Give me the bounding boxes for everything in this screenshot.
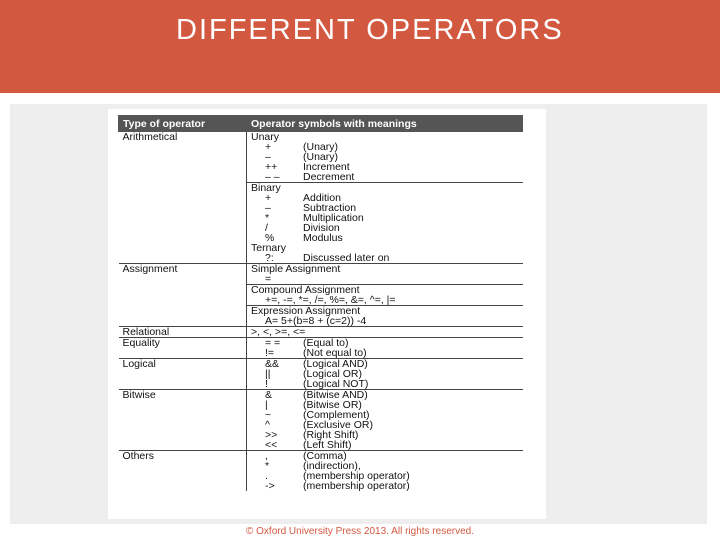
- header-symbols: Operator symbols with meanings: [247, 116, 523, 132]
- others-block: , (Comma) * (indirection), . (membership operator) -> (membership operator): [247, 451, 523, 492]
- compound-assignment: Compound Assignment +=, -=, *=, /=, %=, &=, ^=, |=: [247, 285, 523, 306]
- table-row: [119, 451, 523, 492]
- op-line: * Multiplication: [265, 212, 364, 224]
- category-bitwise: Bitwise: [119, 390, 247, 451]
- op-line: – Subtraction: [265, 202, 357, 214]
- op-line: + Addition: [265, 192, 341, 204]
- table-header-row: [119, 116, 523, 132]
- table-row: [119, 327, 523, 338]
- table-row: [119, 390, 523, 451]
- category-others: Others: [119, 451, 247, 492]
- op-line: ?: Discussed later on: [265, 252, 390, 264]
- ternary-block: [247, 243, 523, 264]
- title-banner: [0, 0, 720, 93]
- unary-block: [247, 132, 523, 183]
- table-row: [119, 359, 523, 390]
- table-row: [119, 338, 523, 359]
- relational-symbols: >, <, >=, <=: [247, 327, 523, 338]
- bitwise-block: & (Bitwise AND) | (Bitwise OR) ~ (Complement) ^ (Exclusive OR) >> (Right Shift) << (Left Shift): [247, 390, 523, 451]
- category-arithmetical: Arithmetical: [119, 132, 247, 264]
- copyright-notice: © Oxford University Press 2013. All rights reserved.: [245, 526, 474, 537]
- table-row: [119, 132, 523, 183]
- expression-assignment: Expression Assignment A= 5+(b=8 + (c=2)) -4: [247, 306, 523, 327]
- category-logical: Logical: [119, 359, 247, 390]
- equality-block: = = (Equal to) != (Not equal to): [247, 338, 523, 359]
- logical-block: && (Logical AND) || (Logical OR) ! (Logical NOT): [247, 359, 523, 390]
- op-line: – – Decrement: [265, 171, 355, 183]
- category-equality: Equality: [119, 338, 247, 359]
- operators-table: [118, 115, 523, 491]
- op-line: / Division: [265, 222, 340, 234]
- op-line: ++ Increment: [265, 161, 350, 173]
- header-type: Type of operator: [119, 116, 247, 132]
- unary-label: Unary: [251, 131, 280, 143]
- binary-block: [247, 183, 523, 244]
- ternary-label: Ternary: [251, 242, 287, 254]
- op-line: + (Unary): [265, 141, 339, 153]
- category-relational: Relational: [119, 327, 247, 338]
- category-assignment: Assignment: [119, 264, 247, 327]
- slide-title: DIFFERENT OPERATORS: [176, 14, 564, 46]
- binary-label: Binary: [251, 182, 281, 194]
- simple-assignment: Simple Assignment =: [247, 264, 523, 285]
- op-line: % Modulus: [265, 232, 343, 244]
- table-row: [119, 264, 523, 285]
- op-line: – (Unary): [265, 151, 339, 163]
